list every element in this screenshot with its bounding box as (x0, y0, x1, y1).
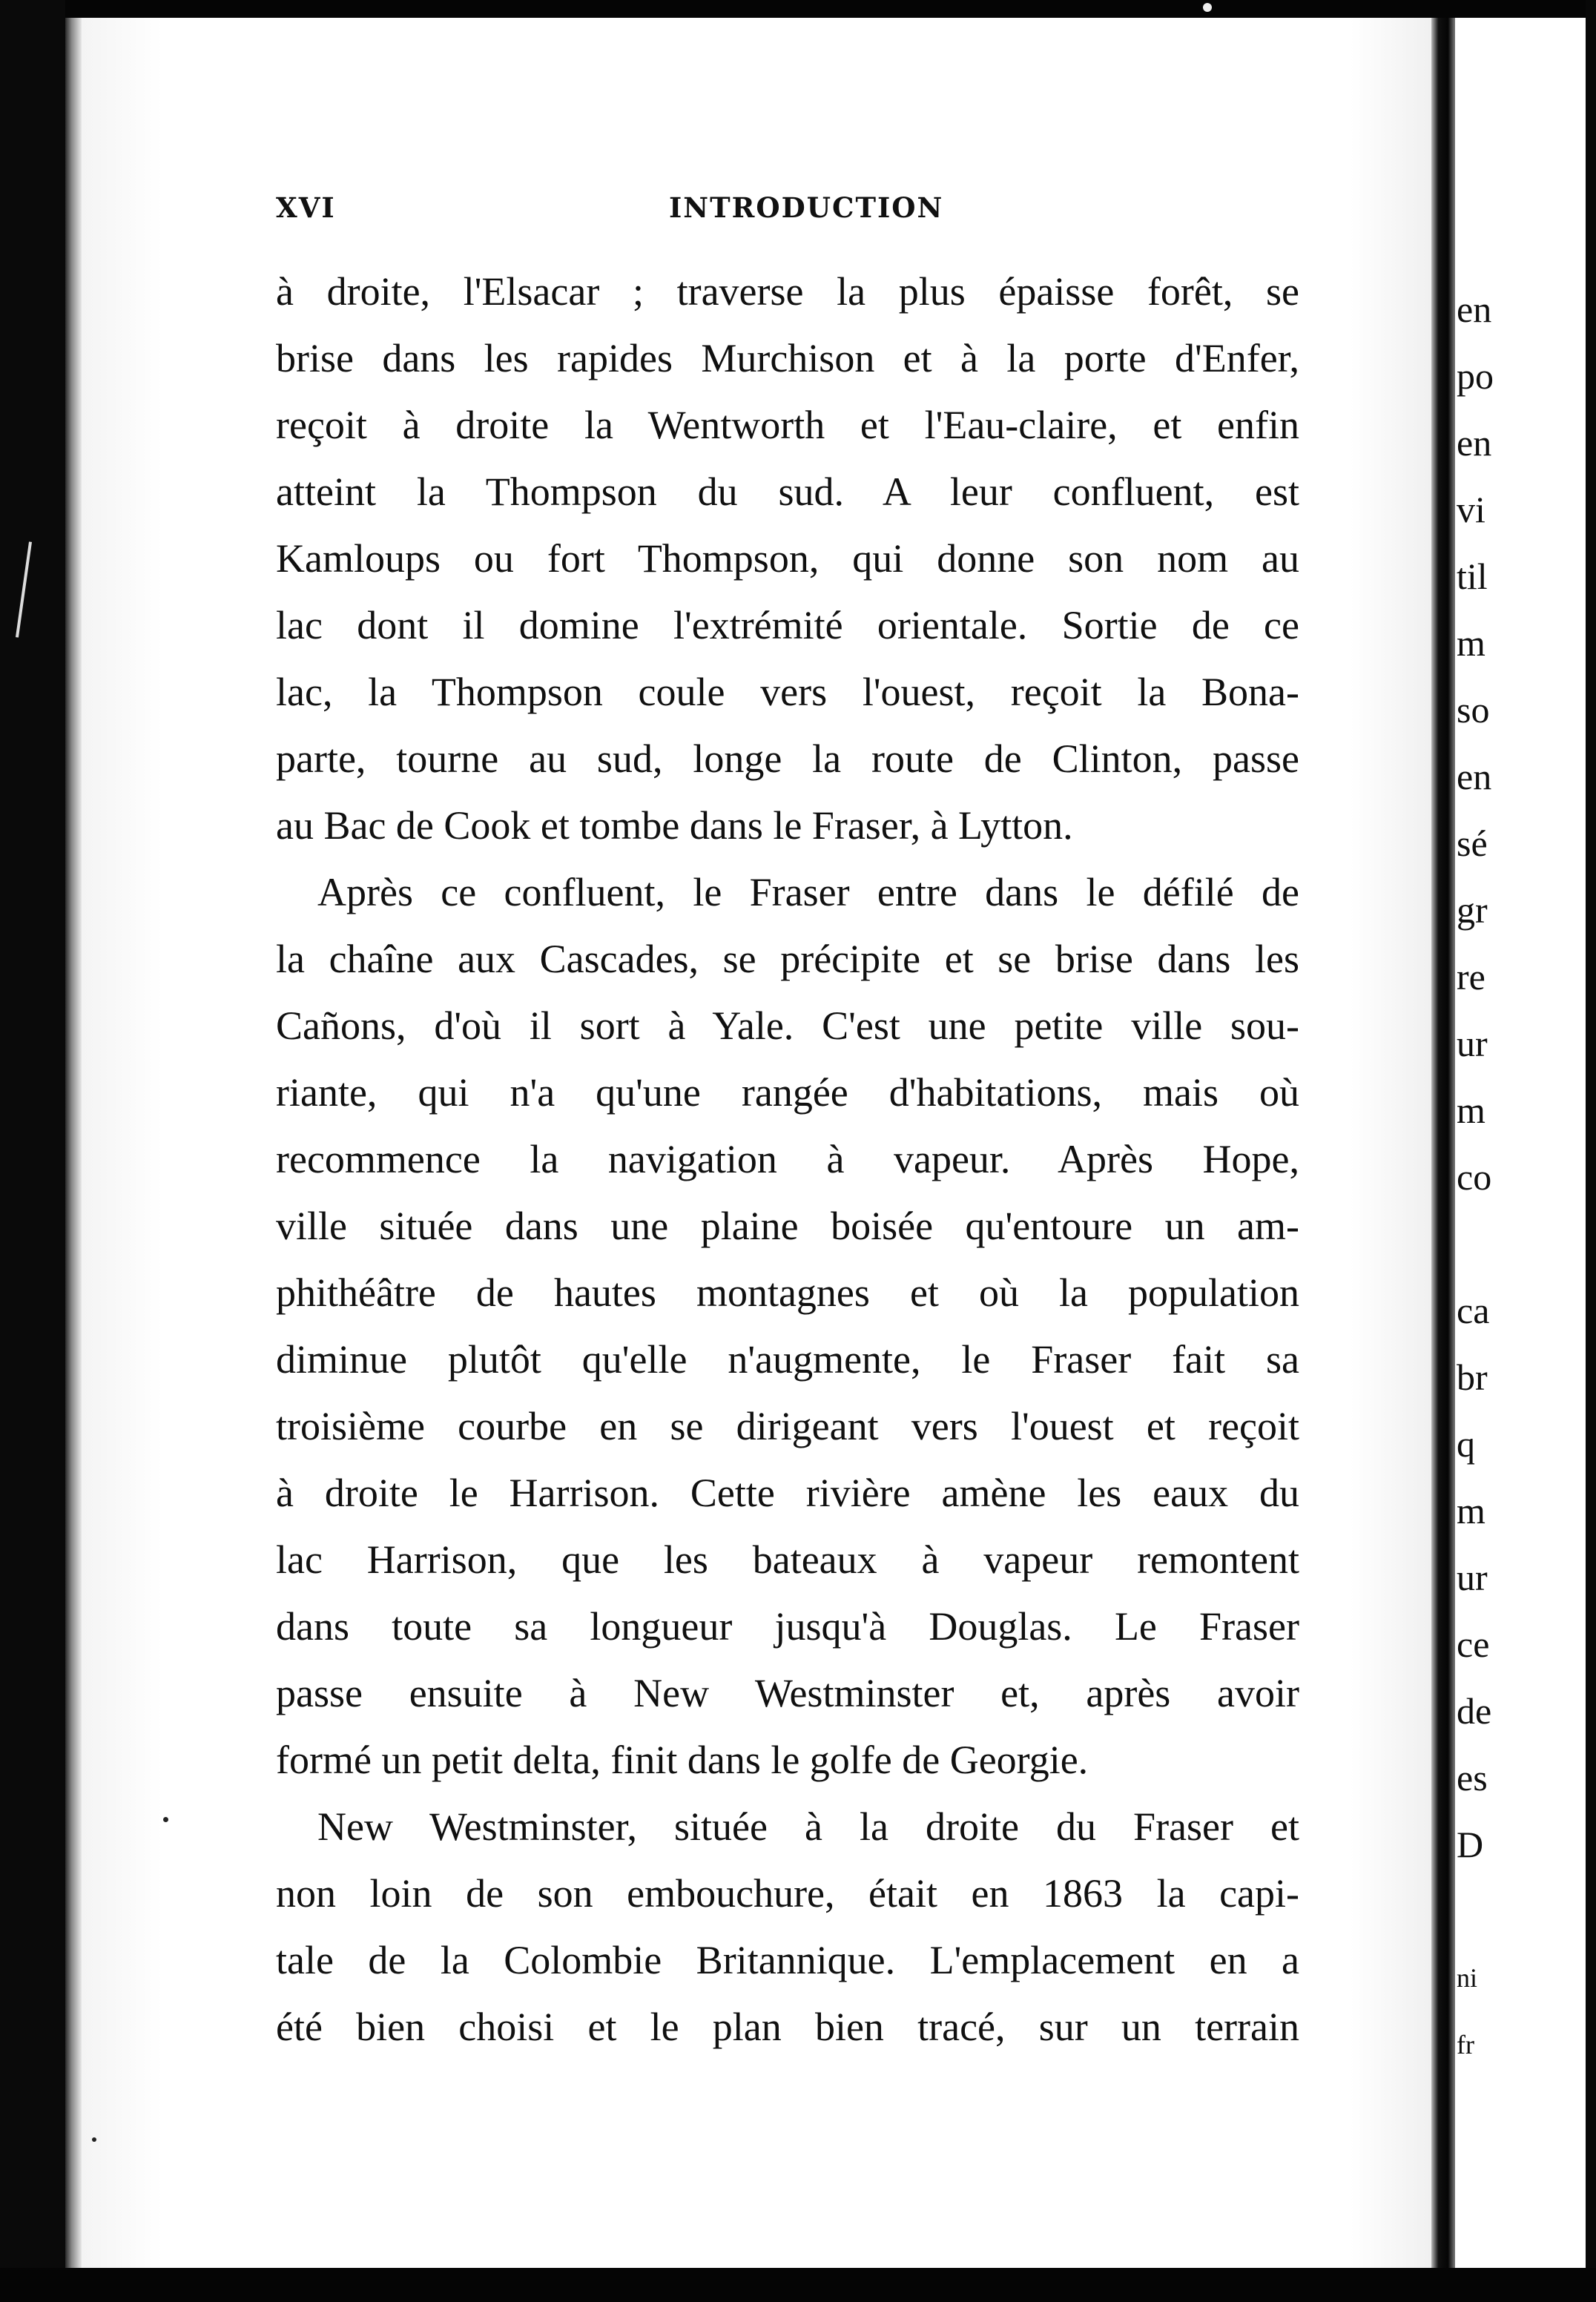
scanner-border-top (0, 0, 1596, 18)
fragment (1457, 1878, 1494, 1945)
text-line: au Bac de Cook et tombe dans le Fraser, à Lytton. (276, 803, 1073, 848)
fragment: en (1457, 288, 1492, 330)
fragment: til (1457, 555, 1488, 597)
text-line: recommence la navigation à vapeur. Après Hope, (276, 1137, 1299, 1181)
text-line: lac dont il domine l'extrémité orientale. Sortie de ce (276, 603, 1299, 647)
text-line: Kamloups ou fort Thompson, qui donne son nom au (276, 536, 1299, 581)
book-gutter (1431, 18, 1455, 2268)
fragment: m (1457, 1490, 1485, 1531)
fragment: en (1457, 756, 1492, 797)
fragment: m (1457, 622, 1485, 664)
fragment: fr (1457, 2030, 1474, 2059)
text-line: lac Harrison, que les bateaux à vapeur remontent (276, 1537, 1299, 1582)
fragment: br (1457, 1356, 1488, 1398)
fragment: gr (1457, 889, 1488, 931)
text-line: brise dans les rapides Murchison et à la porte d'Enfer, (276, 336, 1299, 380)
text-line: reçoit à droite la Wentworth et l'Eau-claire, et enfin (276, 403, 1299, 447)
paragraph-1 (276, 258, 1299, 859)
text-line: troisième courbe en se dirigeant vers l'ouest et reçoit (276, 1404, 1299, 1448)
fragment: ce (1457, 1623, 1490, 1665)
text-line: la chaîne aux Cascades, se précipite et se brise dans les (276, 937, 1299, 981)
text-line: New Westminster, située à la droite du Fraser et (317, 1804, 1299, 1849)
text-line: riante, qui n'a qu'une rangée d'habitations, mais où (276, 1070, 1299, 1115)
text-line: formé un petit delta, finit dans le golfe de Georgie. (276, 1738, 1089, 1782)
running-title: INTRODUCTION (669, 191, 944, 224)
text-line: atteint la Thompson du sud. A leur confluent, est (276, 469, 1299, 514)
fragment: ni (1457, 1963, 1478, 1993)
text-line: tale de la Colombie Britannique. L'emplacement en a (276, 1938, 1299, 1982)
fragment: es (1457, 1757, 1488, 1798)
fragment (1457, 1210, 1494, 1277)
text-line: été bien choisi et le plan bien tracé, sur un terrain (276, 2005, 1299, 2049)
scan-artifact (1203, 3, 1212, 12)
fragment: D (1457, 1824, 1484, 1865)
text-line: ville située dans une plaine boisée qu'entoure un am- (276, 1204, 1299, 1248)
text-line: non loin de son embouchure, était en 1863 la capi- (276, 1871, 1299, 1916)
fragment: sé (1457, 822, 1488, 864)
running-head (276, 191, 1299, 236)
text-line: Après ce confluent, le Fraser entre dans le défilé de (317, 870, 1299, 914)
fragment: so (1457, 689, 1490, 730)
paragraph-3 (276, 1793, 1299, 2060)
scanner-border-bottom (0, 2268, 1596, 2302)
fragment: ur (1457, 1023, 1488, 1064)
fragment: m (1457, 1089, 1485, 1131)
page-number: XVI (276, 191, 336, 224)
fragment: vi (1457, 489, 1485, 530)
text-line: phithéâtre de hautes montagnes et où la population (276, 1270, 1299, 1315)
fragment: co (1457, 1156, 1492, 1198)
fragment: de (1457, 1690, 1492, 1732)
fragment: ca (1457, 1290, 1490, 1331)
text-line: parte, tourne au sud, longe la route de Clinton, passe (276, 736, 1299, 781)
text-line: à droite le Harrison. Cette rivière amène les eaux du (276, 1471, 1299, 1515)
text-line: passe ensuite à New Westminster et, après avoir (276, 1671, 1299, 1715)
text-line: dans toute sa longueur jusqu'à Douglas. Le Fraser (276, 1604, 1299, 1649)
text-line: lac, la Thompson coule vers l'ouest, reçoit la Bona- (276, 670, 1299, 714)
fragment: en (1457, 422, 1492, 464)
scan-artifact (92, 2137, 96, 2142)
text-line: à droite, l'Elsacar ; traverse la plus épaisse forêt, se (276, 269, 1299, 314)
fragment: q (1457, 1423, 1475, 1465)
fragment: po (1457, 355, 1494, 397)
scanner-border-right (1586, 0, 1596, 2302)
page-edge-shadow (65, 18, 82, 2268)
fragment: re (1457, 956, 1485, 997)
scanner-border-left (0, 0, 65, 2302)
facing-page (1455, 18, 1586, 2268)
text-line: diminue plutôt qu'elle n'augmente, le Fraser fait sa (276, 1337, 1299, 1382)
fragment: ur (1457, 1557, 1488, 1598)
facing-page-text (1457, 276, 1494, 2078)
scan-artifact (163, 1817, 168, 1822)
paragraph-2 (276, 859, 1299, 1793)
text-line: Cañons, d'où il sort à Yale. C'est une petite ville sou- (276, 1003, 1299, 1048)
body-text (276, 258, 1299, 2060)
